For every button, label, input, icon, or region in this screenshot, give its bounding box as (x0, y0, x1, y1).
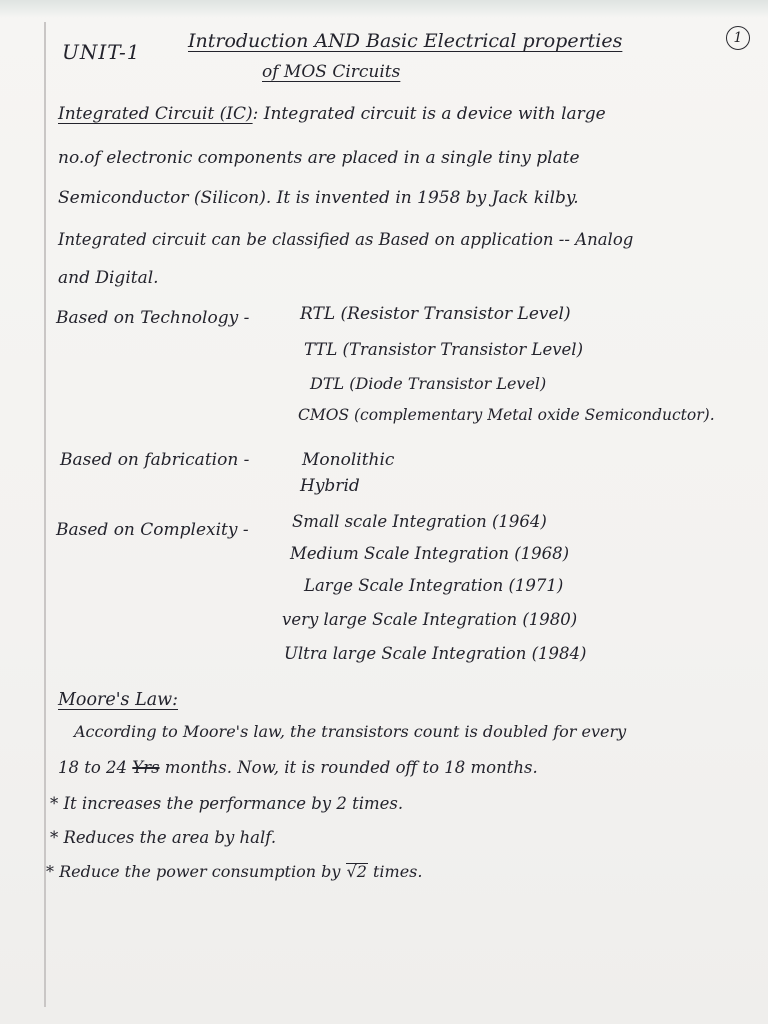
margin-line (44, 22, 46, 1007)
moores-law-line-2 (58, 758, 538, 777)
ic-classification-line-2: and Digital. (58, 268, 159, 288)
ic-definition-line-2: no.of electronic components are placed in a single tiny plate (58, 148, 580, 168)
moores-law-bullet-3-start: * Reduce the power consumption by (46, 862, 341, 881)
moores-law-bullet-2: * Reduces the area by half. (50, 828, 277, 847)
moores-law-bullet-3 (46, 862, 422, 881)
moores-law-bullet-1: * It increases the performance by 2 times. (50, 794, 404, 813)
technology-item-dtl: DTL (Diode Transistor Level) (310, 374, 547, 393)
technology-item-rtl: RTL (Resistor Transistor Level) (300, 304, 571, 324)
unit-label: UNIT-1 (62, 40, 141, 64)
complexity-item-vlsi: very large Scale Integration (1980) (282, 610, 578, 629)
title-line-1-text: Introduction AND Basic Electrical properties (188, 30, 623, 52)
ic-term: Integrated Circuit (IC) (58, 104, 253, 124)
page-top-edge (0, 0, 768, 18)
technology-item-ttl: TTL (Transistor Transistor Level) (304, 340, 584, 359)
struck-out-word: Yrs (132, 758, 160, 777)
ic-definition-line-3: Semiconductor (Silicon). It is invented in 1958 by Jack kilby. (58, 188, 579, 208)
ic-definition-line-1 (58, 104, 606, 124)
fabrication-item-hybrid: Hybrid (300, 476, 360, 496)
title-line-2 (262, 62, 400, 82)
complexity-item-ssi: Small scale Integration (1964) (292, 512, 547, 531)
technology-label: Based on Technology - (56, 308, 250, 328)
square-root-of-two: √2 (346, 862, 367, 881)
moores-law-heading (58, 690, 178, 710)
fabrication-label: Based on fabrication - (60, 450, 250, 470)
moores-law-line-1: According to Moore's law, the transistors count is doubled for every (74, 722, 627, 741)
moores-law-bullet-3-end: times. (372, 862, 423, 881)
complexity-label: Based on Complexity - (56, 520, 249, 540)
technology-item-cmos: CMOS (complementary Metal oxide Semiconductor). (298, 406, 715, 424)
ic-classification-line-1: Integrated circuit can be classified as Based on application -- Analog (58, 230, 634, 249)
complexity-item-lsi: Large Scale Integration (1971) (304, 576, 564, 595)
title-line-2-text: of MOS Circuits (262, 62, 401, 82)
moores-law-line-2-end: months. Now, it is rounded off to 18 months. (164, 758, 538, 777)
complexity-item-ulsi: Ultra large Scale Integration (1984) (284, 644, 587, 663)
ic-definition-text-1: : Integrated circuit is a device with large (252, 104, 606, 124)
fabrication-item-monolithic: Monolithic (302, 450, 395, 470)
moores-law-line-2-start: 18 to 24 (58, 758, 128, 777)
page-number: 1 (726, 26, 750, 50)
title-line-1 (188, 30, 622, 52)
moores-law-heading-text: Moore's Law: (58, 690, 178, 710)
complexity-item-msi: Medium Scale Integration (1968) (290, 544, 570, 563)
